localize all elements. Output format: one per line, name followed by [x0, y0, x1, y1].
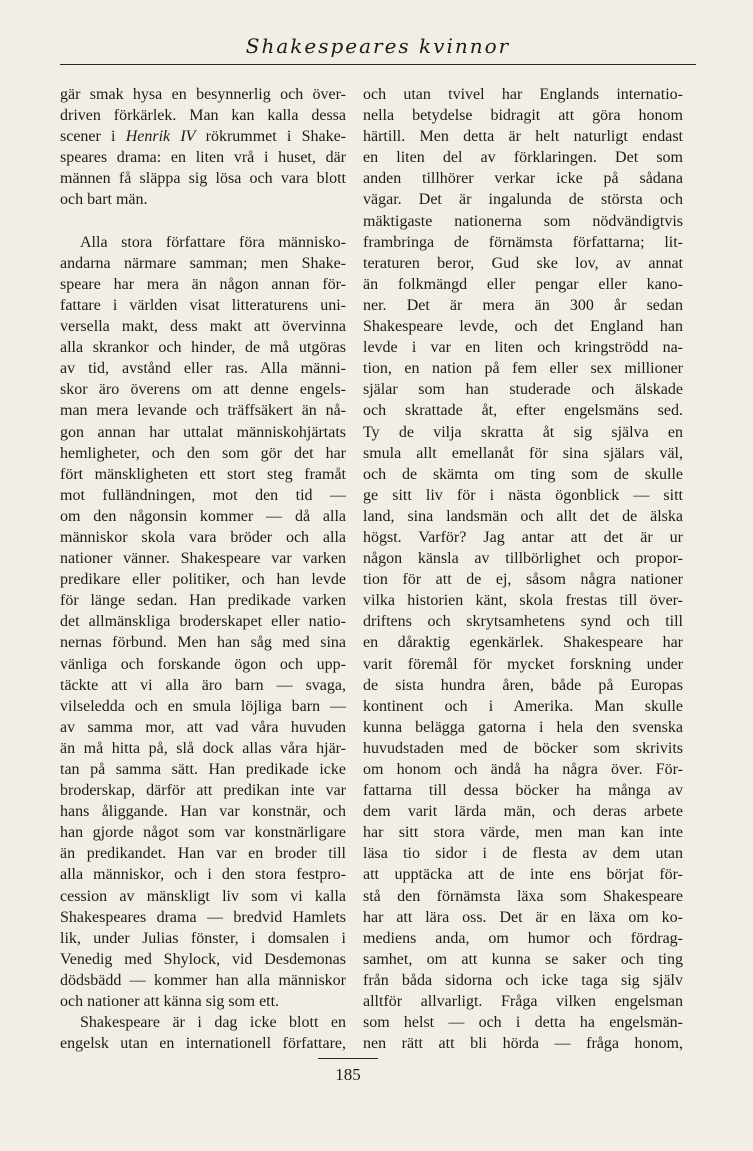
- text-line: och skrattade åt, efter engelsmäns sed.: [363, 402, 683, 420]
- text-line: alla skrankor och hinder, de må utgöras: [60, 339, 346, 357]
- text-line: vilka historien känt, skola frestas till över-: [363, 592, 683, 610]
- text-line: mot fulländningen, mot den tid —: [60, 486, 346, 504]
- text-line: nella betydelse bidragit att göra honom: [363, 107, 683, 125]
- paragraph: [363, 84, 683, 1054]
- text-line: från båda sidorna och icke taga sig själv: [363, 971, 683, 989]
- page-number: 185: [318, 1058, 378, 1085]
- text-line: än predikandet. Han var en broder till: [60, 845, 346, 863]
- text-line: själar som han studerade och älskade: [363, 381, 683, 399]
- text-line: har sitt stora värde, men man kan inte: [363, 824, 683, 842]
- text-line: predikare eller politiker, och han levde: [60, 571, 346, 589]
- text-line: för länge sedan. Han predikade varken: [60, 592, 346, 610]
- text-line: om honom och ändå ha några över. För-: [363, 761, 683, 778]
- text-line: [60, 126, 346, 147]
- text-line: huvudstaden med de böcker som skrivits: [363, 739, 683, 757]
- text-line: Ty de vilja skratta åt sig själva en: [363, 423, 683, 441]
- text-line: dem varit lärda män, och deras arbete: [363, 803, 683, 821]
- text-line: än folkmängd eller pengar eller kano-: [363, 275, 683, 293]
- text-line: en liten del av förklaringen. Det som: [363, 149, 683, 167]
- text-line: Shakespeare levde, och det England han: [363, 318, 683, 336]
- italic-title: Henrik IV: [125, 128, 196, 146]
- text-line: de sista hundra åren, både på Europas: [363, 676, 683, 694]
- text-line: läsa tio sidor i de flesta av dem utan: [363, 845, 683, 863]
- text-line: en dåraktig egenkärlek. Shakespeare har: [363, 634, 683, 652]
- text-line: han gjorde något som var konstnärligare: [60, 824, 346, 842]
- text-line: av tid, avstånd eller ras. Alla männi-: [60, 360, 346, 378]
- text-line: smula allt emellanåt för sina själars väl,: [363, 444, 683, 462]
- text-line: hemligheter, och den som gör det har: [60, 444, 346, 462]
- text-line: tion för att de ej, såsom några nationer: [363, 571, 683, 589]
- text-line: andarna närmare samman; men Shake-: [60, 254, 346, 272]
- text-line: ner. Det är mera än 300 år sedan: [363, 296, 683, 314]
- text-line: broderskap, därför att predikan inte var: [60, 782, 346, 800]
- paragraph: [60, 84, 346, 211]
- right-column: [363, 84, 683, 1054]
- text-line: levde i var en liten och kringströdd na-: [363, 339, 683, 357]
- text-line: versella makt, dess makt att övervinna: [60, 318, 346, 336]
- text-line: samhet, om att kunna se saker och ting: [363, 950, 683, 968]
- text-line: Shakespeares drama — bredvid Hamlets: [60, 908, 346, 926]
- text-line: det allmänskliga broderskapet eller natio-: [60, 613, 346, 631]
- text-line: mediens anda, om humor och fördrag-: [363, 929, 683, 947]
- text-line: vänliga och forskande ögon och upp-: [60, 655, 346, 673]
- text-line: nationer vänner. Shakespeare var varken: [60, 550, 346, 568]
- text-line: stå den förnämsta läxa som Shakespeare: [363, 887, 683, 905]
- text-line: man mera levande och träffsäkert än nå-: [60, 402, 346, 420]
- text-line: någon känsla av tillbörlighet och propor-: [363, 550, 683, 568]
- text-line: fattare i världen visat litteraturens uni-: [60, 296, 346, 314]
- text-run: rökrummet i Shake-: [195, 128, 347, 146]
- text-line: speares drama: en liten vrå i huset, där: [60, 149, 346, 167]
- text-line: dödsbädd — kommer han alla människor: [60, 971, 346, 989]
- text-line: vilseledda och en smula löjliga barn —: [60, 697, 346, 715]
- text-line: av samma mor, att vad våra huvuden: [60, 718, 346, 736]
- text-line: nernas förbund. Men han såg med sina: [60, 634, 346, 652]
- text-line: ge sitt liv för i nästa ögonblick — sitt: [363, 486, 683, 504]
- text-run: scener i: [60, 128, 126, 146]
- text-line: fört mänskligheten ett stort steg framåt: [60, 465, 346, 483]
- text-line: fattarna till dessa böcker ha många av: [363, 782, 683, 800]
- text-line: land, sina landsmän och allt det de älska: [363, 507, 683, 525]
- text-line: täckte att vi alla äro barn — svaga,: [60, 676, 346, 694]
- text-line: driven förkärlek. Man kan kalla dessa: [60, 107, 346, 125]
- text-line: och nationer att känna sig som ett.: [60, 993, 280, 1011]
- text-line: härtill. Men detta är helt naturligt endast: [363, 128, 683, 146]
- text-line: tion, en nation på fem eller sex millioner: [363, 360, 683, 378]
- header-rule: [60, 64, 696, 65]
- left-column: [60, 84, 346, 1054]
- text-line: lik, under Julias fönster, i domsalen i: [60, 929, 346, 947]
- text-line: vägar. Det är ingalunda de största och: [363, 191, 683, 209]
- text-line: männen få släppa sig lösa och vara blott: [60, 170, 346, 188]
- text-line: och de skämta om ting som de skulle: [363, 465, 683, 483]
- text-line: än må hitta på, slå dock allas våra hjär-: [60, 739, 346, 757]
- text-line: teraturen beror, Gud ske lov, av annat: [363, 254, 683, 272]
- text-line: speare har mera än någon annan för-: [60, 275, 346, 293]
- text-line: anden tillhörer verkar icke på sådana: [363, 170, 683, 188]
- text-line: kunna belägga gatorna i hela den svenska: [363, 718, 683, 736]
- text-line: skor äro överens om att denne engels-: [60, 381, 346, 399]
- text-line: och utan tvivel har Englands internatio-: [363, 86, 683, 103]
- paragraph: [60, 1012, 346, 1054]
- paragraph: [60, 232, 346, 1012]
- text-line: nen rätt att bli hörda — fråga honom,: [363, 1035, 683, 1053]
- text-line: hans åliggande. Han var konstnär, och: [60, 803, 346, 821]
- text-line: gon annan har uttalat människohjärtats: [60, 423, 346, 441]
- text-line: engelsk utan en internationell författare,: [60, 1035, 346, 1053]
- text-line: högst. Varför? Jag antar att det är ur: [363, 528, 683, 546]
- text-line: människor skola vara bröder och alla: [60, 528, 346, 546]
- text-line: och bart män.: [60, 191, 148, 209]
- text-line: alltför allvarligt. Fråga vilken engelsman: [363, 993, 683, 1011]
- running-header: Shakespeares kvinnor: [245, 34, 511, 58]
- text-line: Alla stora författare föra människo-: [80, 233, 346, 251]
- text-line: Venedig med Shylock, vid Desdemonas: [60, 950, 346, 968]
- text-line: mäktigaste nationerna som nödvändigtvis: [363, 212, 683, 230]
- text-line: att upptäcka att de inte ens börjat för-: [363, 866, 683, 884]
- text-line: cession av mänskligt liv som vi kalla: [60, 887, 346, 905]
- text-line: Shakespeare är i dag icke blott en: [80, 1014, 346, 1032]
- text-line: alla människor, och i den stora festpro-: [60, 866, 346, 884]
- text-line: gär smak hysa en besynnerlig och över-: [60, 86, 346, 103]
- text-line: varit föremål för mycket forskning under: [363, 655, 683, 673]
- text-line: frambringa de förnämsta författarna; lit-: [363, 233, 683, 251]
- text-line: om den någonsin kommer — då alla: [60, 507, 346, 525]
- text-line: har att lära oss. Det är en läxa om ko-: [363, 908, 683, 926]
- text-line: kontinent och i Amerika. Man skulle: [363, 697, 683, 715]
- text-line: som helst — och i detta ha engelsmän-: [363, 1014, 683, 1032]
- text-line: driftens och skrytsamhetens synd och till: [363, 613, 683, 631]
- text-line: tan på samma sätt. Han predikade icke: [60, 761, 346, 778]
